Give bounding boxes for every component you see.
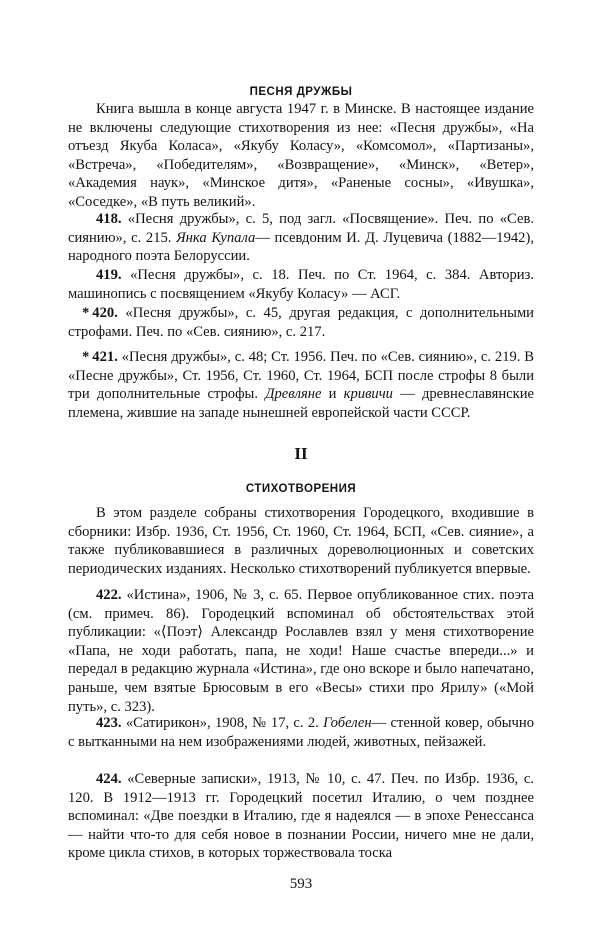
note-number: 424. bbox=[96, 771, 122, 787]
note-text-continued: — псевдоним И. Д. Луцевича (1882—1942), народного поэта Белоруссии. bbox=[68, 229, 534, 265]
note-italic-term: Янка Купала bbox=[176, 229, 256, 246]
note-text: «Северные записки», 1913, № 10, с. 47. Печ. по Избр. 1936, с. 120. В 1912—1913 гг. Городецкий посетил Италию, о чем позднее вспоминал: «Две поездки в Италию, где я надеялся — в эпохе Ренессанса — найти что-то для себя новое в познании России, ничего мне не дали, кроме цикла стихов, в которых торжествовала тоска bbox=[68, 771, 534, 862]
note-text: «Песня дружбы», с. 5, под загл. «Посвящение». Печ. по «Сев. сиянию», с. 215. bbox=[68, 211, 534, 246]
note-text: «Сатирикон», 1908, № 17, с. 2. bbox=[125, 715, 319, 731]
section-title-stikhotvoreniya: СТИХОТВОРЕНИЯ bbox=[245, 483, 357, 495]
note-number: 422. bbox=[96, 587, 122, 603]
note-star-marker: * bbox=[82, 349, 90, 365]
section-roman-numeral: II bbox=[294, 444, 308, 463]
note-422 bbox=[68, 586, 534, 716]
note-italic-term: Древляне bbox=[265, 386, 322, 403]
note-italic-term: Гобелен bbox=[323, 715, 372, 731]
note-number: 420. bbox=[92, 305, 118, 321]
section-title-pesnya-druzhby: ПЕСНЯ ДРУЖБЫ bbox=[249, 86, 353, 98]
note-text: «Песня дружбы», с. 48; Ст. 1956. Печ. по «Сев. сиянию», с. 219. В «Песне дружбы», Ст. 1956, Ст. 1960, Ст. 1964, БСП после строфы 8 были три дополнительные строфы. bbox=[68, 349, 535, 403]
note-420 bbox=[68, 304, 534, 341]
note-italic-term: кривичи bbox=[343, 386, 393, 403]
note-text-connector: и bbox=[321, 386, 344, 403]
note-text-continued: — стенной ковер, обычно с вытканными на нем изображениями людей, животных, пейзажей. bbox=[68, 715, 535, 750]
note-text: «Песня дружбы», с. 45, другая редакция, с дополнительными строфами. Печ. по «Сев. сиянию», с. 217. bbox=[68, 305, 534, 340]
note-number: 418. bbox=[96, 211, 122, 227]
note-text-continued: — древнеславянские племена, жившие на западе нынешней европейской части СССР. bbox=[68, 386, 535, 421]
note-419 bbox=[68, 266, 534, 303]
note-number: 421. bbox=[92, 349, 118, 365]
section-intro-paragraph: В этом разделе собраны стихотворения Городецкого, входившие в сборники: Избр. 1936, Ст. 1956, Ст. 1960, Ст. 1964, БСП, «Сев. сияние», а также публиковавшиеся в различных дореволюционных и советских периодических изданиях. Несколько стихотворений публикуется впервые. bbox=[68, 505, 534, 577]
note-number: 423. bbox=[96, 715, 122, 731]
note-text: «Песня дружбы», с. 18. Печ. по Ст. 1964, с. 384. Авториз. машинопись с посвящением «Якубу Коласу» — АСГ. bbox=[68, 267, 534, 302]
page-number: 593 bbox=[289, 876, 313, 892]
note-number: 419. bbox=[96, 267, 122, 283]
note-421 bbox=[68, 348, 534, 422]
note-418 bbox=[68, 210, 534, 266]
note-424 bbox=[68, 770, 534, 863]
note-text: «Истина», 1906, № 3, с. 65. Первое опубликованное стих. поэта (см. примеч. 86). Городецкий вспоминал об обстоятельствах этой публикации: «⟨Поэт⟩ Александр Рославлев взял у меня стихотворение «Папа, не ходи работать, папа, не ходи! Наше счастье впереди...» и передал в редакцию журнала «Истина», где оно вскоре и было напечатано, раньше, чем взятые Брюсовым в его «Весы» стихи про Ярилу» («Мой путь», с. 323). bbox=[68, 587, 534, 715]
note-star-marker: * bbox=[82, 305, 90, 321]
section-intro-paragraph: Книга вышла в конце августа 1947 г. в Минске. В настоящее издание не включены следующие стихотворения из нее: «Песня дружбы», «На отъезд Якуба Коласа», «Якубу Коласу», «Комсомол», «Партизаны», «Встреча», «Победителям», «Возвращение», «Минск», «Ветер», «Академия наук», «Минское дитя», «Раненые сосны», «Ивушка», «Соседке», «В путь великий». bbox=[68, 101, 534, 210]
note-423 bbox=[68, 714, 534, 751]
